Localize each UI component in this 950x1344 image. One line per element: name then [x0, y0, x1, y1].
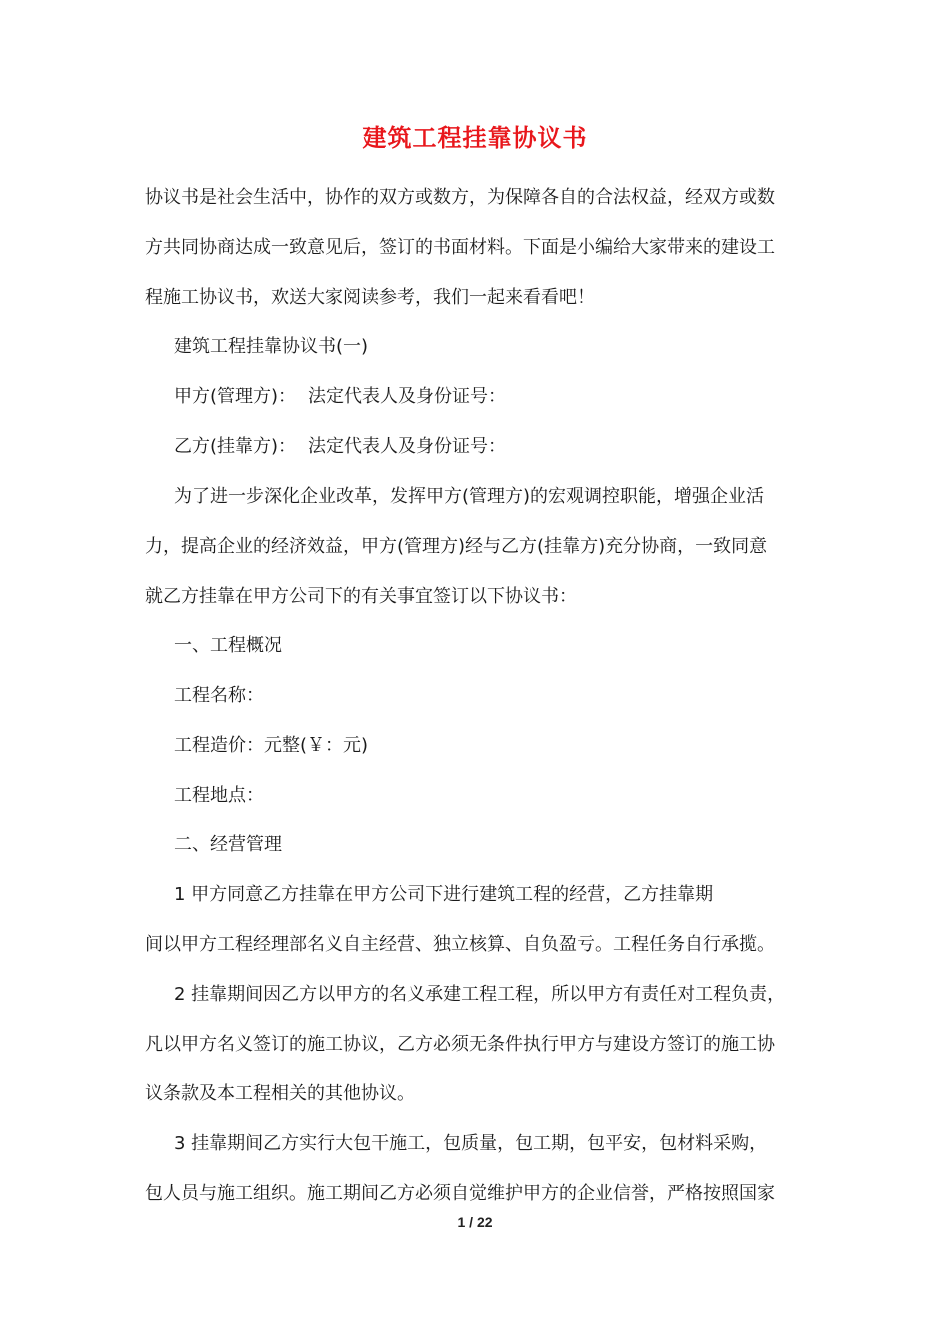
clause-2-line-1: 2 挂靠期间因乙方以甲方的名义承建工程工程，所以甲方有责任对工程负责， — [174, 984, 786, 1005]
clause-2-line-3: 议条款及本工程相关的其他协议。 — [145, 1083, 415, 1104]
clause-1-line-1 — [0, 881, 950, 909]
party-b-label: 乙方(挂靠方)： — [174, 436, 297, 457]
project-name-row — [0, 682, 950, 710]
project-name-label: 工程名称： — [174, 685, 264, 706]
page-indicator: 1 / 22 — [457, 1214, 493, 1230]
clause-1-line-2: 间以甲方工程经理部名义自主经营、独立核算、自负盈亏。工程任务自行承揽。 — [145, 934, 775, 955]
part1-heading: 一、工程概况 — [174, 635, 282, 656]
clause-1-start: 1 甲方同意乙方挂靠在甲方公司下进行 — [174, 884, 480, 905]
project-location-row — [0, 782, 950, 810]
project-cost-row — [0, 732, 950, 760]
clause-3-line-2: 包人员与施工组织。施工期间乙方必须自觉维护甲方的企业信誉，严格按照国家 — [145, 1183, 775, 1204]
document-title: 建筑工程挂靠协议书 — [362, 123, 588, 152]
party-a-row — [0, 383, 950, 411]
party-a-label: 甲方(管理方)： — [174, 386, 297, 407]
preamble-line-3: 就乙方挂靠在甲方公司下的有关事宜签订以下协议书： — [145, 586, 577, 607]
part2-heading: 二、经营管理 — [174, 834, 282, 855]
party-b-row — [0, 433, 950, 461]
clause-1-end: 建筑工程的经营，乙方挂靠期 — [479, 884, 714, 905]
project-cost-unit: 元整(￥： — [264, 735, 344, 756]
project-cost-label: 工程造价： — [174, 735, 264, 756]
clause-3-line-1: 3 挂靠期间乙方实行大包干施工，包质量，包工期，包平安，包材料采购， — [174, 1133, 768, 1154]
intro-line-1: 协议书是社会生活中，协作的双方或数方，为保障各自的合法权益，经双方或数 — [145, 187, 775, 208]
party-a-rep-label: 法定代表人及身份证号： — [308, 386, 507, 407]
project-cost-end: 元) — [343, 735, 369, 756]
party-b-rep-label: 法定代表人及身份证号： — [308, 436, 507, 457]
intro-line-2: 方共同协商达成一致意见后，签订的书面材料。下面是小编给大家带来的建设工 — [145, 237, 775, 258]
project-location-label: 工程地点： — [174, 785, 264, 806]
intro-line-3: 程施工协议书，欢送大家阅读参考，我们一起来看看吧！ — [145, 287, 595, 308]
clause-2-line-2: 凡以甲方名义签订的施工协议，乙方必须无条件执行甲方与建设方签订的施工协 — [145, 1034, 775, 1055]
preamble-line-1: 为了进一步深化企业改革，发挥甲方(管理方)的宏观调控职能，增强企业活 — [174, 486, 765, 507]
preamble-line-2: 力，提高企业的经济效益，甲方(管理方)经与乙方(挂靠方)充分协商，一致同意 — [145, 536, 768, 557]
section-heading: 建筑工程挂靠协议书(一) — [174, 336, 369, 357]
